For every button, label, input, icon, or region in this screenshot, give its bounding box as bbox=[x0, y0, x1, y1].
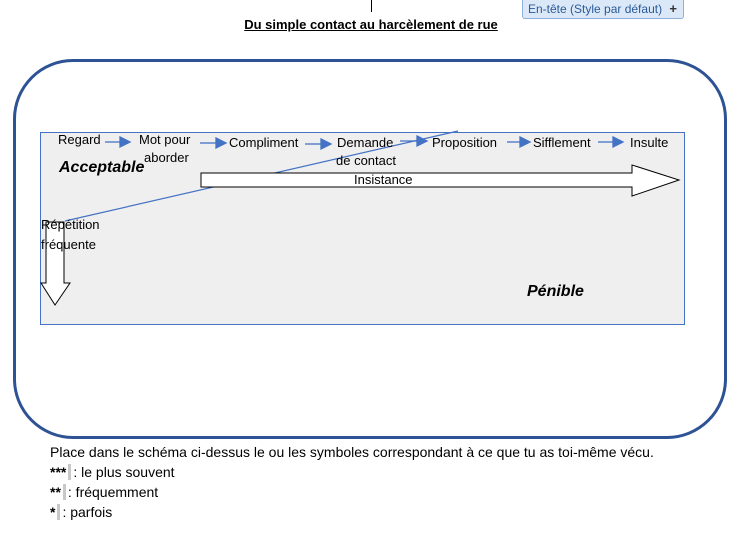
arrow-head-6 bbox=[613, 137, 623, 147]
arrow-head-4 bbox=[417, 136, 427, 146]
legend-text: : le plus souvent bbox=[73, 464, 175, 480]
step-compliment: Compliment bbox=[229, 135, 299, 150]
label-penible: Pénible bbox=[527, 283, 584, 300]
legend-symbol: *** bbox=[50, 464, 67, 480]
step-insulte: Insulte bbox=[630, 135, 669, 150]
field-marker bbox=[68, 464, 71, 480]
step-mot-pour: Mot pour bbox=[139, 132, 191, 147]
label-insistance: Insistance bbox=[354, 172, 413, 187]
arrow-head-2 bbox=[216, 138, 226, 148]
field-marker bbox=[63, 484, 66, 500]
legend-item bbox=[50, 462, 654, 482]
step-aborder: aborder bbox=[144, 150, 189, 165]
repetition-block-arrow bbox=[41, 222, 70, 305]
header-style-label: En-tête (Style par défaut) bbox=[528, 2, 663, 16]
step-regard: Regard bbox=[58, 132, 101, 147]
arrow-head-3 bbox=[321, 139, 331, 149]
field-marker bbox=[57, 504, 60, 520]
label-acceptable: Acceptable bbox=[59, 159, 145, 176]
label-repetition: Répétition bbox=[41, 217, 100, 232]
arrow-head-5 bbox=[520, 137, 530, 147]
legend-symbol: * bbox=[50, 504, 56, 520]
instructions bbox=[50, 442, 654, 522]
label-frequente: fréquente bbox=[41, 237, 96, 252]
step-de-contact: de contact bbox=[336, 153, 396, 168]
legend-text: : parfois bbox=[62, 504, 113, 520]
plus-icon[interactable]: + bbox=[669, 1, 677, 16]
step-sifflement: Sifflement bbox=[533, 135, 591, 150]
instruction-intro: Place dans le schéma ci-dessus le ou les symboles correspondant à ce que tu as toi-même vécu. bbox=[50, 444, 654, 460]
legend-item bbox=[50, 482, 654, 502]
legend-text: : fréquemment bbox=[67, 484, 159, 500]
legend-item bbox=[50, 502, 654, 522]
step-proposition: Proposition bbox=[432, 135, 498, 150]
insistance-block-arrow bbox=[201, 165, 679, 196]
arrow-head-1 bbox=[120, 137, 130, 147]
step-demande: Demande bbox=[337, 135, 394, 150]
legend-symbol: ** bbox=[50, 484, 61, 500]
page-title: Du simple contact au harcèlement de rue bbox=[244, 17, 498, 32]
